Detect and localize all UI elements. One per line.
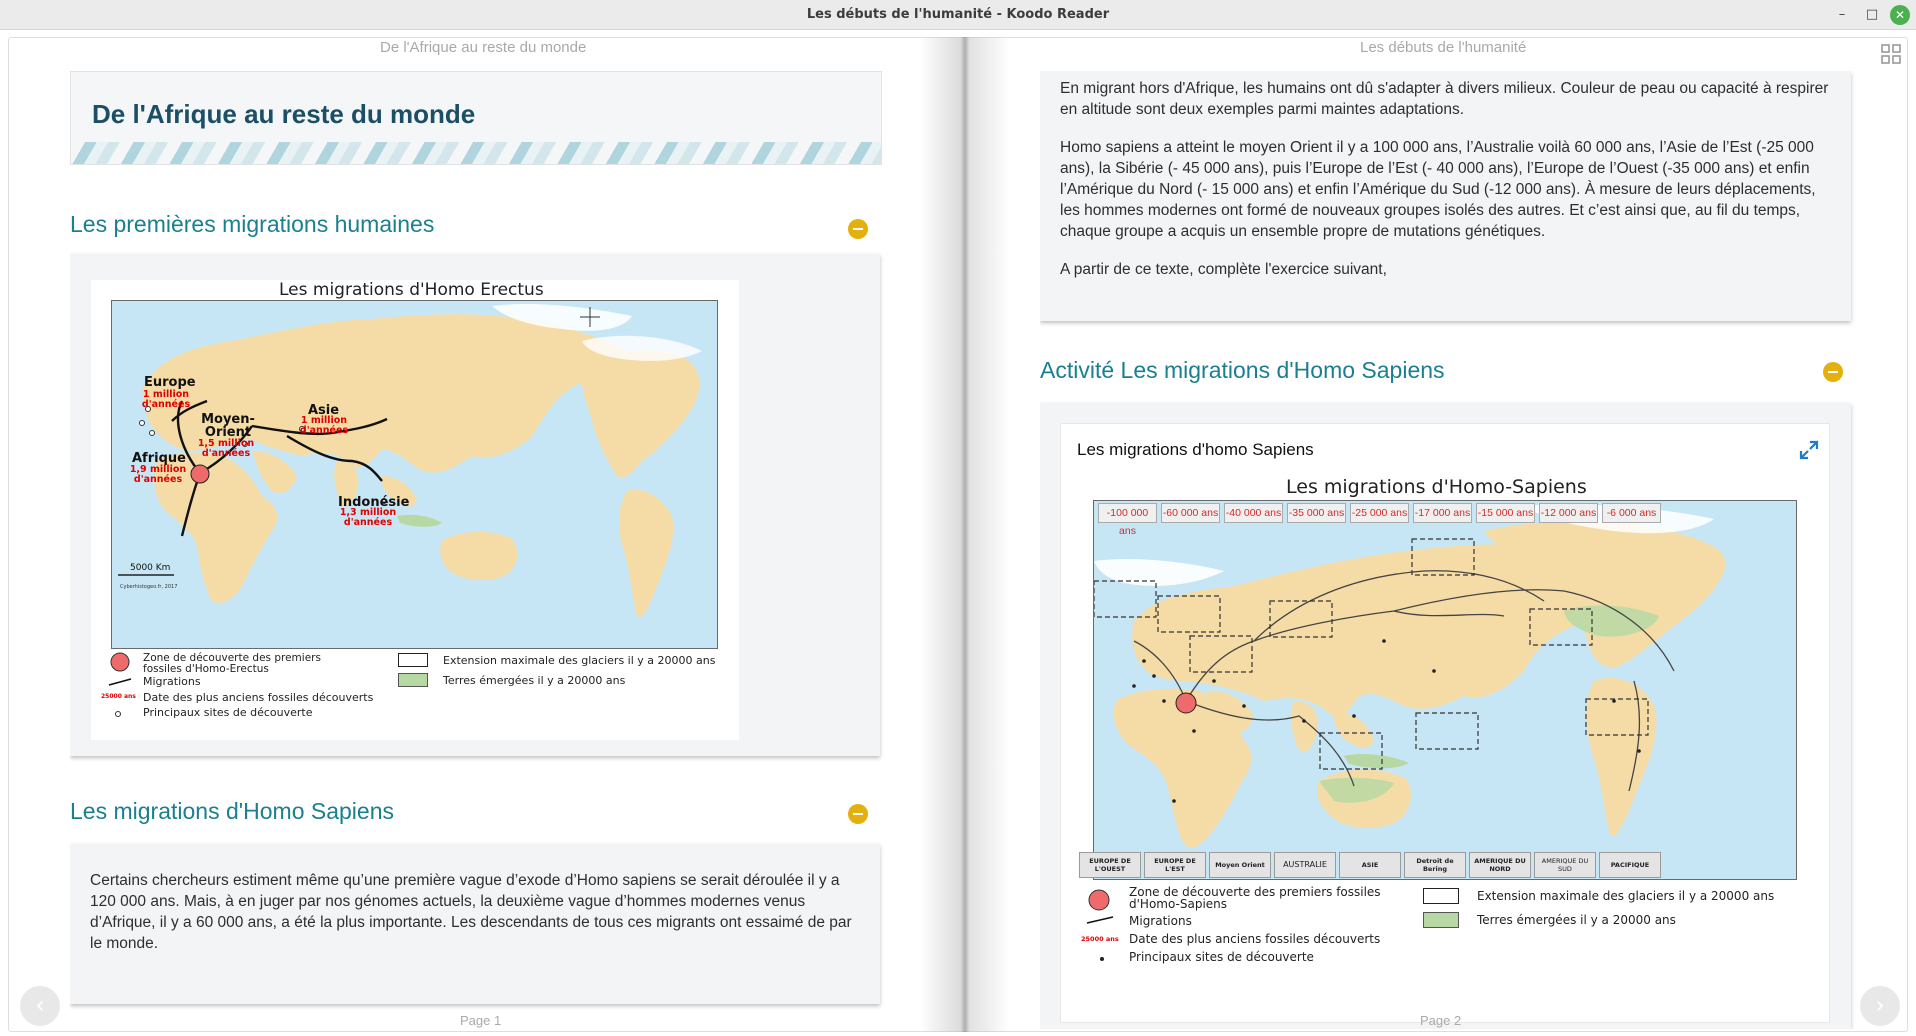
paragraph: A partir de ce texte, complète l'exercice suivant, bbox=[1060, 261, 1387, 278]
collapse-icon[interactable] bbox=[848, 804, 868, 824]
minimize-button[interactable]: – bbox=[1838, 7, 1846, 22]
zone-marker-icon bbox=[109, 652, 135, 672]
activity-card bbox=[1040, 403, 1851, 1029]
world-map bbox=[111, 300, 718, 649]
legend-glaciers: Extension maximale des glaciers il y a 20000 ans bbox=[1477, 889, 1775, 903]
legend-date: Date des plus anciens fossiles découverts bbox=[1129, 932, 1381, 946]
chapter-title: De l'Afrique au reste du monde bbox=[92, 99, 476, 129]
legend-date-sample: 25000 ans bbox=[101, 693, 136, 700]
label-moyen-orient: Moyen- Orient bbox=[201, 412, 255, 440]
activity-widget bbox=[1060, 423, 1830, 1023]
book-spine bbox=[920, 37, 1010, 1032]
region-tile[interactable]: AUSTRALIE bbox=[1274, 852, 1336, 878]
right-page-number: Page 2 bbox=[1420, 1013, 1462, 1028]
paragraph: En migrant hors d'Afrique, les humains ont dû s'adapter à divers milieux. Couleur de peau ou capacité à respirer en altitude sont deux exemples parmi maintes adaptations. bbox=[1060, 80, 1829, 118]
date-tile[interactable]: -40 000 ans bbox=[1224, 503, 1283, 523]
region-tile[interactable]: AMERIQUE DU NORD bbox=[1469, 852, 1531, 878]
maximize-button[interactable]: □ bbox=[1865, 7, 1879, 22]
label-indonesie: Indonésie bbox=[338, 495, 410, 510]
site-dot-icon bbox=[113, 709, 123, 719]
paragraph: Homo sapiens a atteint le moyen Orient il y a 100 000 ans, l’Australie voilà 60 000 ans, l’Asie de l’Est (-25 000 ans), la Sibérie (- 45 000 ans), puis l’Europe de l’Est (- 40 000 ans), l’Europe de l’Ouest (-35 000 ans) et enfin l’Amérique du Nord (- 15 000 ans) et enfin l’Amérique du Sud (-12 000 ans). À mesure de leurs déplacements, les hommes modernes ont formé de nouveaux groupes isolés des autres. Et c’est ainsi que, au fil du temps, chaque groupe a acquis un ensemble propre de mutations génétiques. bbox=[1060, 139, 1816, 240]
section-title: Les premières migrations humaines bbox=[70, 211, 435, 237]
label-europe-date: 1 million d'années bbox=[141, 389, 191, 410]
label-afrique: Afrique bbox=[132, 451, 186, 466]
migration-line-icon bbox=[1085, 913, 1117, 927]
sapiens-world-map bbox=[1093, 500, 1797, 880]
date-tile[interactable]: -17 000 ans bbox=[1413, 503, 1472, 523]
widget-title: Les migrations d'homo Sapiens bbox=[1077, 440, 1314, 459]
date-tiles bbox=[1098, 503, 1661, 537]
section-card bbox=[70, 844, 880, 1004]
land-swatch bbox=[1423, 912, 1459, 928]
legend-sites: Principaux sites de découverte bbox=[1129, 950, 1314, 964]
glacier-swatch bbox=[1423, 888, 1459, 904]
date-tile[interactable]: -15 000 ans bbox=[1476, 503, 1535, 523]
zone-marker-icon bbox=[1087, 889, 1115, 911]
legend-sites: Principaux sites de découverte bbox=[143, 706, 313, 719]
legend-date: Date des plus anciens fossiles découverts bbox=[143, 691, 374, 704]
map-credit: Cyberhistogeo.fr, 2017 bbox=[120, 584, 178, 590]
section-header bbox=[1040, 349, 1860, 389]
close-button[interactable]: ✕ bbox=[1890, 5, 1910, 25]
region-tiles bbox=[1079, 852, 1661, 878]
label-indonesie-date: 1,3 million d'années bbox=[339, 507, 397, 528]
region-tile[interactable]: ASIE bbox=[1339, 852, 1401, 878]
legend-zone: Zone de découverte des premiers fossiles d'Homo-Sapiens bbox=[1129, 885, 1381, 911]
section-card bbox=[70, 254, 880, 756]
world-map-drawing bbox=[112, 301, 718, 649]
legend-migrations: Migrations bbox=[143, 675, 201, 688]
region-tile[interactable]: EUROPE DE L'EST bbox=[1144, 852, 1206, 878]
collapse-icon[interactable] bbox=[848, 219, 868, 239]
next-page-button[interactable]: › bbox=[1860, 986, 1900, 1026]
legend-migrations: Migrations bbox=[1129, 914, 1192, 928]
text-card bbox=[1040, 71, 1851, 321]
text-block bbox=[1060, 78, 1831, 280]
glacier-swatch bbox=[398, 653, 428, 667]
region-tile[interactable]: AMERIQUE DU SUD bbox=[1534, 852, 1596, 878]
reader-view bbox=[0, 31, 1916, 1036]
left-page-number: Page 1 bbox=[460, 1013, 502, 1028]
previous-page-button[interactable]: ‹ bbox=[20, 986, 60, 1026]
section-text: Certains chercheurs estiment même qu’une première vague d’exode d’Homo sapiens se serait déroulée il y a 120 000 ans. Mais, à en juger par nos génomes actuels, la deuxième vague d’hommes modernes venus d’Afrique, il y a 60 000 ans, a été la plus importante. Les descendants de tous ces migrants ont essaimé de par le monde. bbox=[90, 872, 852, 952]
land-swatch bbox=[398, 673, 428, 687]
region-tile[interactable]: EUROPE DE L'OUEST bbox=[1079, 852, 1141, 878]
date-tile[interactable]: -6 000 ans bbox=[1602, 503, 1661, 523]
sapiens-map-drawing bbox=[1094, 501, 1797, 880]
region-tile[interactable]: Detroit de Bering bbox=[1404, 852, 1466, 878]
banner-pattern bbox=[71, 142, 882, 164]
map-title: Les migrations d'Homo Erectus bbox=[279, 280, 544, 300]
chapter-banner bbox=[70, 71, 882, 165]
migration-line-icon bbox=[107, 676, 135, 688]
label-europe: Europe bbox=[144, 375, 196, 390]
map-scale-label: 5000 Km bbox=[130, 563, 171, 573]
section-header bbox=[70, 203, 885, 243]
legend-terres: Terres émergées il y a 20000 ans bbox=[1477, 913, 1676, 927]
legend-glaciers: Extension maximale des glaciers il y a 20000 ans bbox=[443, 654, 716, 667]
right-page-header: Les débuts de l'humanité bbox=[1360, 39, 1527, 56]
label-asie-date: 1 million d'années bbox=[299, 415, 349, 436]
erectus-map bbox=[91, 280, 739, 740]
date-tile[interactable]: -12 000 ans bbox=[1539, 503, 1598, 523]
label-asie: Asie bbox=[308, 403, 340, 418]
site-dot-icon bbox=[1097, 954, 1107, 964]
sapiens-map-title: Les migrations d'Homo-Sapiens bbox=[1286, 476, 1587, 498]
left-page bbox=[70, 71, 885, 1029]
window-titlebar bbox=[0, 0, 1916, 30]
label-moyen-orient-date: 1,5 million d'années bbox=[197, 438, 255, 459]
date-tile[interactable]: -60 000 ans bbox=[1161, 503, 1220, 523]
label-afrique-date: 1,9 million d'années bbox=[129, 464, 187, 485]
legend-terres: Terres émergées il y a 20000 ans bbox=[443, 674, 626, 687]
fullscreen-icon[interactable] bbox=[1799, 440, 1819, 460]
grid-view-icon[interactable] bbox=[1880, 43, 1902, 65]
region-tile[interactable]: Moyen Orient bbox=[1209, 852, 1271, 878]
window-title: Les débuts de l'humanité - Koodo Reader bbox=[806, 7, 1110, 22]
section-title: Les migrations d'Homo Sapiens bbox=[70, 798, 394, 824]
legend-date-sample: 25000 ans bbox=[1081, 935, 1119, 943]
activity-title: Activité Les migrations d'Homo Sapiens bbox=[1040, 357, 1445, 383]
collapse-icon[interactable] bbox=[1823, 362, 1843, 382]
section-header bbox=[70, 790, 885, 830]
left-page-header: De l'Afrique au reste du monde bbox=[380, 39, 587, 56]
date-tile[interactable]: -25 000 ans bbox=[1350, 503, 1409, 523]
date-tile[interactable]: -35 000 ans bbox=[1287, 503, 1346, 523]
region-tile[interactable]: PACIFIQUE bbox=[1599, 852, 1661, 878]
date-tile[interactable]: -100 000 ans bbox=[1098, 503, 1157, 523]
right-page bbox=[1040, 71, 1860, 1029]
legend-zone: Zone de découverte des premiers fossiles d'Homo-Erectus bbox=[143, 652, 321, 675]
